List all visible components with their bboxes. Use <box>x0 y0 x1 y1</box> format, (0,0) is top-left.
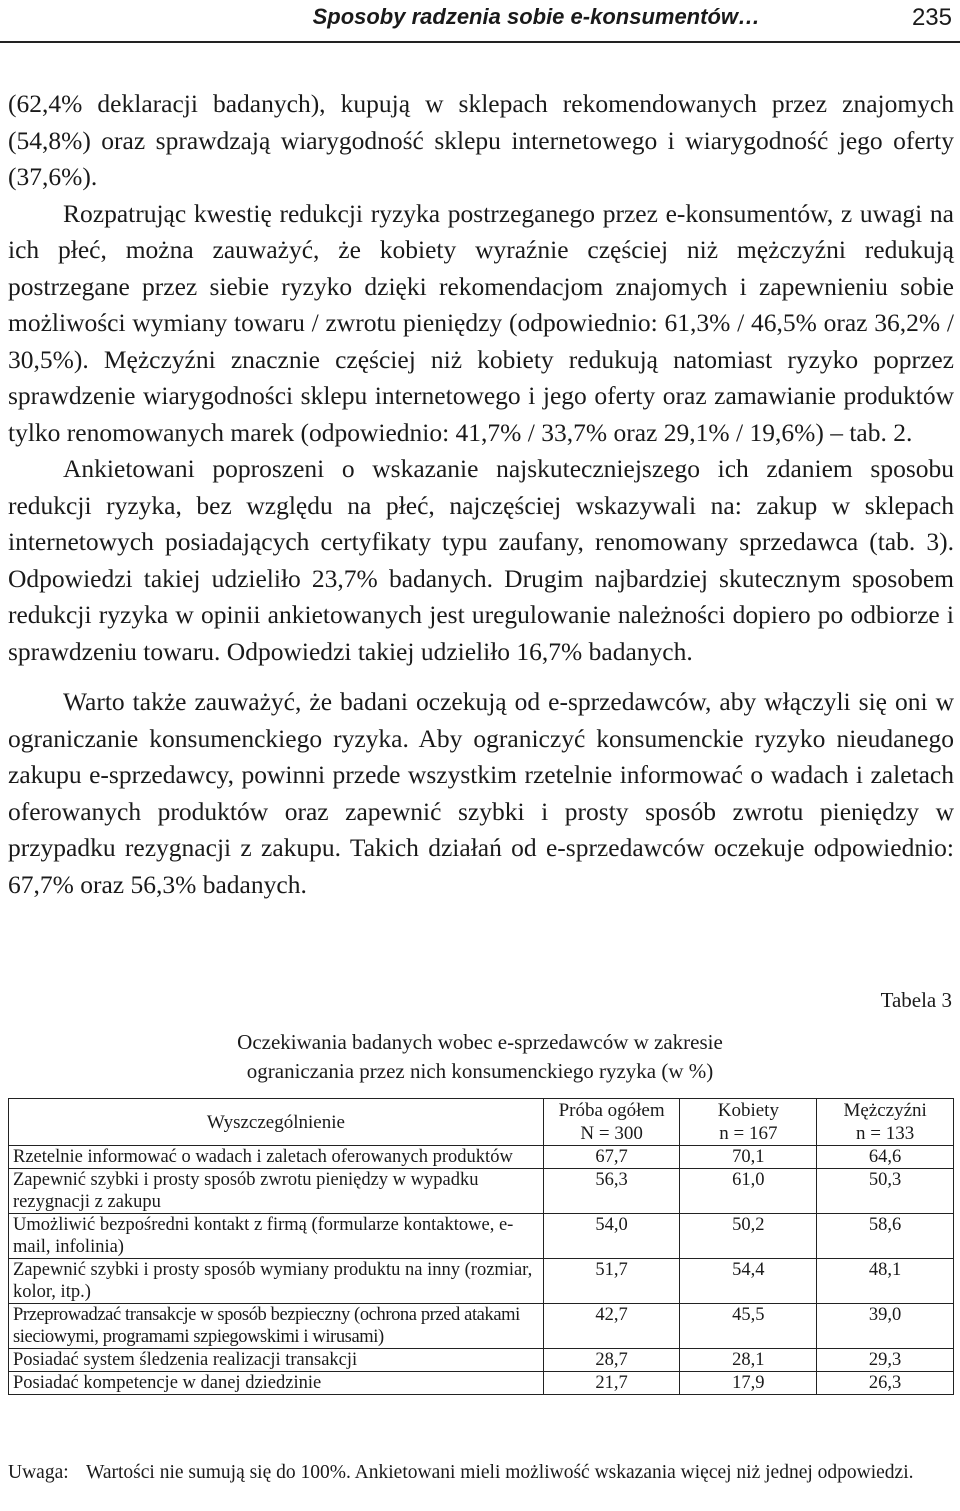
row-women: 54,4 <box>680 1259 817 1304</box>
row-total: 56,3 <box>543 1169 680 1214</box>
row-men: 29,3 <box>817 1349 954 1372</box>
row-total: 54,0 <box>543 1214 680 1259</box>
note-text: Wartości nie sumują się do 100%. Ankietowani mieli możliwość wskazania więcej niż jednej odpowiedzi. <box>86 1462 914 1483</box>
paragraph-e-sellers: Warto także zauważyć, że badani oczekują od e-sprzedawców, aby włączyli się oni w ograniczanie konsumenckiego ryzyka. Aby ograniczyć konsumenckie ryzyko nieudanego zakupu e-sprzedawcy, powinni przede wszystkim rzetelnie informować o wadach i zaletach oferowanych produktów oraz zapewnić szybki i prosty sposób zwrotu pieniędzy w przypadku rezygnacji z zakupu. Takich działań od e-sprzedawców oczekuje odpowiednio: 67,7% oraz 56,3% badanych. <box>8 687 954 899</box>
row-item: Umożliwić bezpośredni kontakt z firmą (formularze kontaktowe, e-mail, infolinia) <box>9 1214 544 1259</box>
row-women: 61,0 <box>680 1169 817 1214</box>
expectations-table <box>8 1098 954 1395</box>
row-total: 51,7 <box>543 1259 680 1304</box>
row-item: Zapewnić szybki i prosty sposób wymiany produktu na inny (rozmiar, kolor, itp.) <box>9 1259 544 1304</box>
table-row <box>9 1372 954 1395</box>
paragraph-continued: (62,4% deklaracji badanych), kupują w sklepach rekomendowanych przez znajomych (54,8%) oraz sprawdzają wiarygodność sklepu internetowego i wiarygodność jego oferty (37,6%). <box>8 89 954 191</box>
row-total: 67,7 <box>543 1146 680 1169</box>
header-item: Wyszczególnienie <box>9 1099 544 1146</box>
header-women <box>680 1099 817 1146</box>
table-caption-line-1: Oczekiwania badanych wobec e-sprzedawców w zakresie <box>237 1030 723 1054</box>
row-men: 26,3 <box>817 1372 954 1395</box>
row-total: 28,7 <box>543 1349 680 1372</box>
table-header-row <box>9 1099 954 1146</box>
page-header <box>0 0 960 46</box>
row-item: Posiadać kompetencje w danej dziedzinie <box>9 1372 544 1395</box>
row-women: 28,1 <box>680 1349 817 1372</box>
table-row <box>9 1349 954 1372</box>
row-men: 64,6 <box>817 1146 954 1169</box>
header-total-n: N = 300 <box>580 1123 643 1144</box>
table-row <box>9 1146 954 1169</box>
paragraph-most-effective: Ankietowani poproszeni o wskazanie najskuteczniejszego ich zdaniem sposobu redukcji ryzyka, bez względu na płeć, najczęściej wskazywali na: zakup w sklepach internetowych posiadających certyfikaty typu zaufany, renomowany sprzedawca (tab. 3). Odpowiedzi takiej udzieliło 23,7% badanych. Drugim najbardziej skutecznym sposobem redukcji ryzyka w opinii ankietowanych jest uregulowanie należności dopiero po odbiorze i sprawdzeniu towaru. Odpowiedzi takiej udzieliło 16,7% badanych. <box>8 454 954 666</box>
row-men: 39,0 <box>817 1304 954 1349</box>
table-row <box>9 1304 954 1349</box>
paragraph-gender-risk: Rozpatrując kwestię redukcji ryzyka postrzeganego przez e-konsumentów, z uwagi na ich płeć, można zauważyć, że kobiety wyraźnie częściej niż mężczyźni redukują postrzegane przez siebie ryzyko dzięki rekomendacjom znajomych i zapewnieniu sobie możliwości wymiany towaru / zwrotu pieniędzy (odpowiednio: 61,3% / 46,5% oraz 36,2% / 30,5%). Mężczyźni znacznie częściej niż kobiety redukują natomiast ryzyko poprzez sprawdzenie wiarygodności sklepu internetowego i jego oferty oraz zamawianie produktów tylko renomowanych marek (odpowiednio: 41,7% / 33,7% oraz 29,1% / 19,6%) ‒ tab. 2. <box>8 198 954 447</box>
row-total: 21,7 <box>543 1372 680 1395</box>
body-text <box>8 86 954 903</box>
table-caption-line-2: ograniczania przez nich konsumenckiego ryzyka (w %) <box>246 1059 714 1083</box>
row-item: Rzetelnie informować o wadach i zaletach oferowanych produktów <box>9 1146 544 1169</box>
row-men: 50,3 <box>817 1169 954 1214</box>
row-women: 45,5 <box>680 1304 817 1349</box>
row-women: 17,9 <box>680 1372 817 1395</box>
table-note <box>8 1460 954 1486</box>
row-item: Posiadać system śledzenia realizacji transakcji <box>9 1349 544 1372</box>
header-total <box>543 1099 680 1146</box>
header-rule <box>0 41 960 43</box>
table-caption <box>150 1028 810 1086</box>
table-row <box>9 1169 954 1214</box>
page-number: 235 <box>911 4 952 31</box>
note-label: Uwaga: <box>8 1462 69 1483</box>
header-women-label: Kobiety <box>717 1100 779 1121</box>
table-row <box>9 1259 954 1304</box>
row-men: 58,6 <box>817 1214 954 1259</box>
row-total: 42,7 <box>543 1304 680 1349</box>
table-row <box>9 1214 954 1259</box>
row-women: 70,1 <box>680 1146 817 1169</box>
header-men-label: Mężczyźni <box>843 1100 927 1121</box>
header-total-label: Próba ogółem <box>558 1100 665 1121</box>
header-men-n: n = 133 <box>856 1123 915 1144</box>
header-women-n: n = 167 <box>719 1123 778 1144</box>
row-men: 48,1 <box>817 1259 954 1304</box>
row-item: Zapewnić szybki i prosty sposób zwrotu pieniędzy w wypadku rezygnacji z zakupu <box>9 1169 544 1214</box>
running-title: Sposoby radzenia sobie e-konsumentów… <box>312 4 760 29</box>
row-women: 50,2 <box>680 1214 817 1259</box>
table-label: Tabela 3 <box>880 988 952 1012</box>
header-men <box>817 1099 954 1146</box>
row-item: Przeprowadzać transakcje w sposób bezpieczny (ochrona przed atakami sieciowymi, programami szpiegowskimi i wirusami) <box>9 1304 544 1349</box>
